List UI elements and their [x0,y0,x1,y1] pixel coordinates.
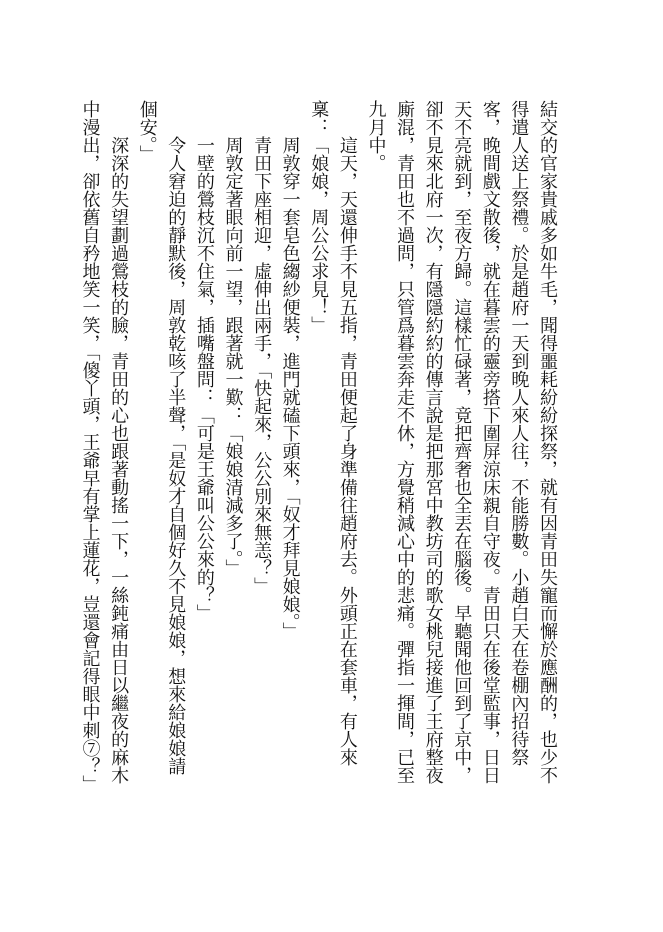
text-column-15: 個安。」 [136,100,158,163]
text-column-1: 結交的官家貴戚多如牛毛，聞得噩耗紛紛探祭，就有因青田失寵而懈於應酬的，也少不 [537,100,558,784]
text-column-10: 周敦穿一套皂色縐紗便裝，進門就磕下頭來，「奴才拜見娘娘。」 [279,100,301,640]
text-column-7: 九月中。 [365,100,387,172]
text-column-9: 稟：「娘娘，周公公求見！」 [308,100,330,334]
text-column-12: 周敦定著眼向前一望，跟著就一歎：「娘娘清減多了。」 [222,100,244,577]
text-column-16: 深深的失望劃過鶯枝的臉，青田的心也跟著動搖一下，一絲鈍痛由日以繼夜的麻木 [108,100,130,784]
text-column-4: 天不亮就到，至夜方歸。這樣忙碌著，竟把齊奢也全丟在腦後。早聽聞他回到了京中， [451,100,473,784]
text-column-17: 中漫出，卻依舊自矜地笑一笑，「傻丫頭，王爺早有掌上蓮花，豈還會記得眼中刺⑦？」 [79,100,101,793]
text-column-11: 青田下座相迎，虛伸出兩手，「快起來，公公別來無恙？」 [251,100,273,595]
text-column-3: 客，晚間戲文散後，就在暮雲的靈旁搭下圍屏涼床親自守夜。青田只在後堂監事，日日 [479,100,501,784]
text-column-14: 令人窘迫的靜默後，周敦乾咳了半聲，「是奴才自個好久不見娘娘，想來給娘娘請 [165,100,187,775]
text-column-2: 得遣人送上祭禮。於是趙府一天到晚人來人往，不能勝數。小趙白天在卷棚內招待祭 [508,100,530,766]
text-column-5: 卻不見來北府一次，有隱隱約約的傳言說是把那宮中教坊司的歌女桃兒接進了王府整夜 [422,100,444,784]
vertical-text-block [75,100,561,830]
text-column-6: 廝混，青田也不過問，只管爲暮雲奔走不休，方覺稍減心中的悲痛。彈指一揮間，已至 [394,100,416,784]
text-column-8: 這天，天還伸手不見五指，青田便起了身準備往趙府去。外頭正在套車，有人來 [336,100,358,766]
text-column-13: 一壁的鶯枝沉不住氣，插嘴盤問：「可是王爺叫公公來的？」 [193,100,215,622]
